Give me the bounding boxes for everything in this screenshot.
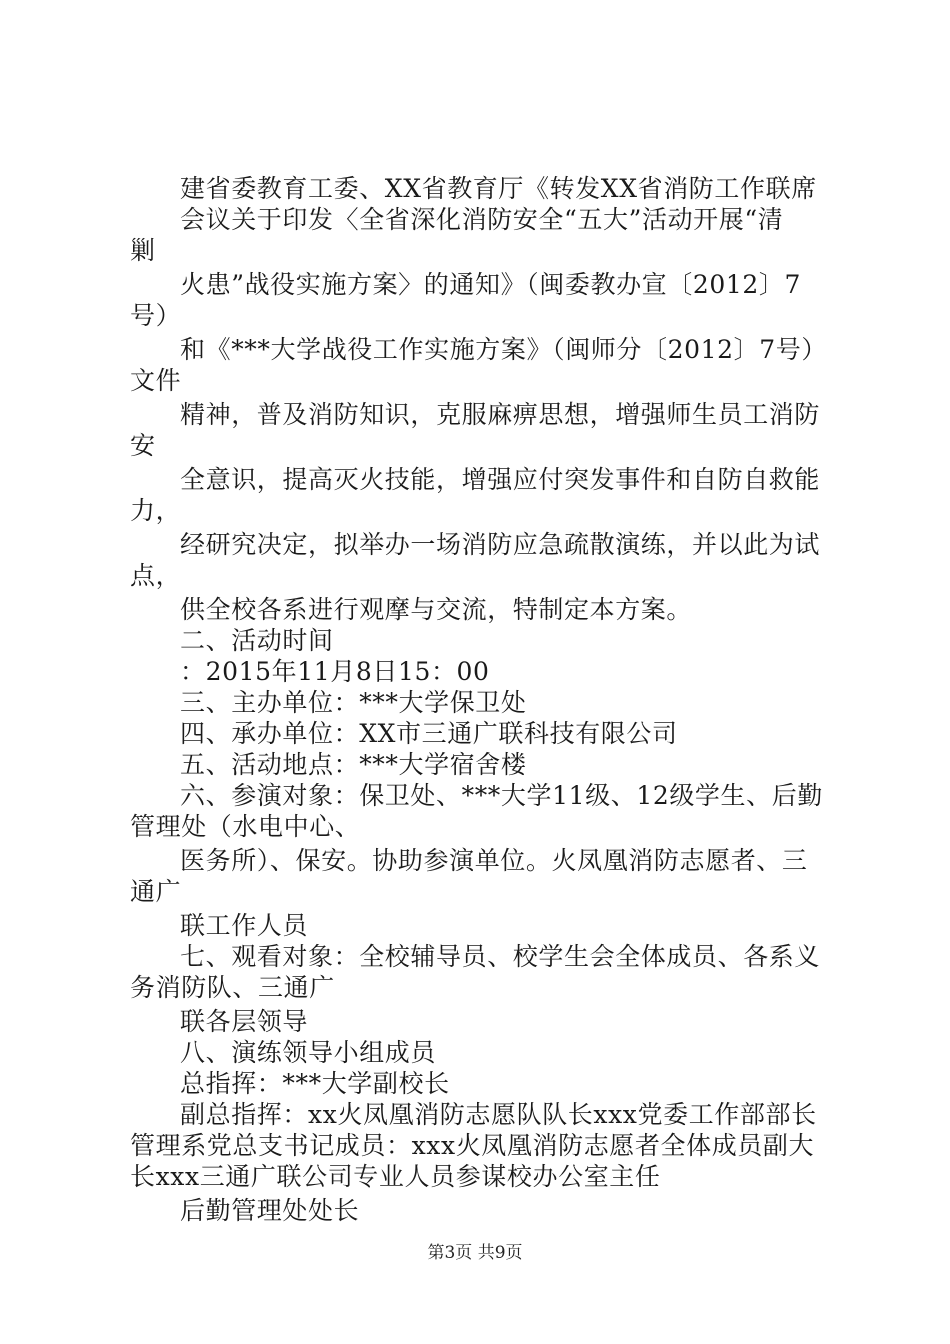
section-heading: 七、观看对象：全校辅导员、校学生会全体成员、各系义 — [180, 942, 821, 971]
text-line: 长xxx三通广联公司专业人员参谋校办公室主任 — [130, 1162, 661, 1191]
text-line: 经研究决定，拟举办一场消防应急疏散演练，并以此为试 — [180, 530, 821, 559]
text-line: 联工作人员 — [180, 911, 309, 940]
text-line: 供全校各系进行观摩与交流，特制定本方案。 — [180, 595, 693, 624]
text-line: 全意识，提高灭火技能，增强应付突发事件和自防自救能 — [180, 465, 821, 494]
text-line: 号） — [130, 301, 182, 330]
section-heading: 五、活动地点：***大学宿舍楼 — [180, 750, 527, 779]
section-heading: 三、主办单位：***大学保卫处 — [180, 688, 527, 717]
text-line: 精神，普及消防知识，克服麻痹思想，增强师生员工消防 — [180, 400, 821, 429]
page-number-footer: 第3页 共9页 — [427, 1243, 523, 1263]
text-line: 剿 — [130, 236, 156, 265]
text-line: ：2015年11月8日15：00 — [180, 657, 490, 686]
text-line: 管理系党总支书记成员：xxx火凤凰消防志愿者全体成员副大 — [130, 1131, 815, 1160]
document-body — [130, 173, 835, 1226]
text-line: 点， — [130, 561, 182, 590]
text-line: 后勤管理处处长 — [180, 1196, 360, 1225]
text-line: 和《***大学战役工作实施方案》（闽师分〔2012〕7号） — [180, 335, 827, 364]
text-line: 安 — [130, 431, 156, 460]
text-line: 管理处（水电中心、 — [130, 812, 361, 841]
section-heading: 二、活动时间 — [180, 626, 334, 655]
text-line: 火患”战役实施方案〉的通知》（闽委教办宣〔2012〕7 — [180, 270, 802, 299]
text-line: 总指挥：***大学副校长 — [180, 1069, 450, 1098]
text-line: 联各层领导 — [180, 1007, 309, 1036]
section-heading: 六、参演对象：保卫处、***大学11级、12级学生、后勤 — [180, 781, 823, 810]
text-line: 务消防队、三通广 — [130, 973, 335, 1002]
text-line: 文件 — [130, 366, 182, 395]
text-line: 医务所）、保安。协助参演单位。火凤凰消防志愿者、三 — [180, 846, 808, 875]
text-line: 建省委教育工委、XX省教育厅《转发XX省消防工作联席 — [180, 174, 817, 203]
text-line: 会议关于印发〈全省深化消防安全“五大”活动开展“清 — [180, 205, 784, 234]
text-line: 副总指挥：xx火凤凰消防志愿队队长xxx党委工作部部长 — [180, 1100, 817, 1129]
text-line: 通广 — [130, 877, 182, 906]
text-line: 力， — [130, 496, 182, 525]
section-heading: 八、演练领导小组成员 — [180, 1038, 437, 1067]
section-heading: 四、承办单位：XX市三通广联科技有限公司 — [180, 719, 678, 748]
